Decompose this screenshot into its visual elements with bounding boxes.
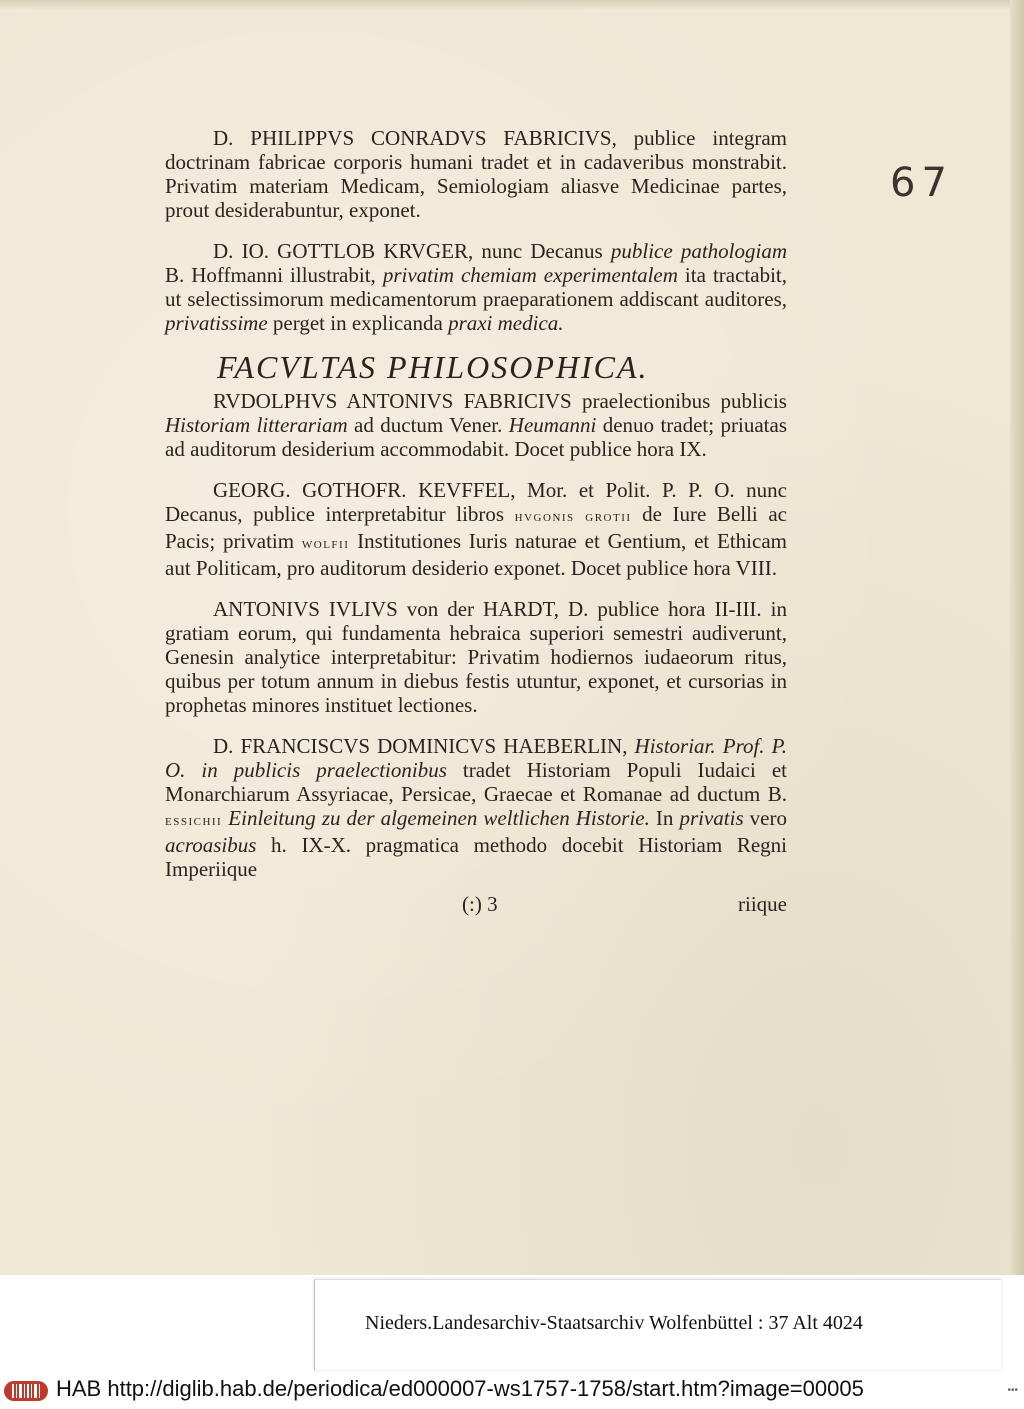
page-footer: [165, 892, 787, 916]
catchword: riique: [738, 892, 787, 916]
barcode-icon: [4, 1379, 48, 1403]
paragraph-fabricius-p: D. PHILIPPVS CONRADVS FABRICIVS, publice integram doctrinam fabricae corporis humani tradet et in cadaveribus monstrabit. Privatim materiam Medicam, Semiologiam aliasve Medicinae partes, prout desiderabuntur, exponet.: [165, 126, 788, 222]
paragraph-fabricius-r: RVDOLPHVS ANTONIVS FABRICIVS praelectionibus publicis Historiam litterariam ad ductum Vener. Heumanni denuo tradet; priuatas ad auditorum desiderium accommodabit. Docet publice hora IX.: [165, 389, 787, 461]
folio-mark: 67: [890, 160, 953, 206]
paragraph-kruger: D. IO. GOTTLOB KRVGER, nunc Decanus publice pathologiam B. Hoffmanni illustrabit, privatim chemiam experimentalem ita tractabit, ut selectissimorum medicamentorum praeparationem addiscant auditores, privatissime perget in explicanda praxi medica.: [165, 239, 788, 335]
section-heading: FACVLTAS PHILOSOPHICA.: [217, 349, 649, 385]
source-url-bar: [0, 1371, 1024, 1409]
page-top-edge: [0, 0, 1024, 10]
paragraph-haeberlin: D. FRANCISCVS DOMINICVS HAEBERLIN, Historiar. Prof. P. O. in publicis praelectionibus tradet Historiam Populi Iudaici et Monarchiarum Assyriacae, Persicae, Graecae et Romanae ad ductum B. essichii Einleitung zu der algemeinen weltlichen Historie. In privatis vero acroasibus h. IX-X. pragmatica methodo docebit Historiam Regni Imperiique: [165, 734, 787, 881]
archive-label-text: Nieders.Landesarchiv-Staatsarchiv Wolfenbüttel : 37 Alt 4024: [365, 1312, 863, 1334]
signature-mark: (:) 3: [462, 892, 498, 916]
source-url[interactable]: HAB http://diglib.hab.de/periodica/ed000007-ws1757-1758/start.htm?image=00005: [56, 1376, 864, 1401]
page-right-edge: [1010, 0, 1024, 1275]
paragraph-hardt: ANTONIVS IVLIVS von der HARDT, D. publice hora II-III. in gratiam eorum, qui fundamenta hebraica superiori semestri audiverunt, Genesin analytice interpretabitur: Privatim hodiernos iudaeorum ritus, quibus per totum annum in diebus festis utuntur, exponet, et cursorias in prophetas minores instituet lectiones.: [165, 597, 787, 717]
page-text: [165, 126, 787, 916]
paragraph-keuffel: GEORG. GOTHOFR. KEVFFEL, Mor. et Polit. P. P. O. nunc Decanus, publice interpretabitur libros hvgonis grotii de Iure Belli ac Pacis; privatim wolfii Institutiones Iuris naturae et Gentium, et Ethicam aut Politicam, pro auditorum desiderio exponet. Docet publice hora VIII.: [165, 478, 787, 580]
archive-label: [314, 1279, 1001, 1370]
more-icon: •••: [1007, 1385, 1018, 1396]
